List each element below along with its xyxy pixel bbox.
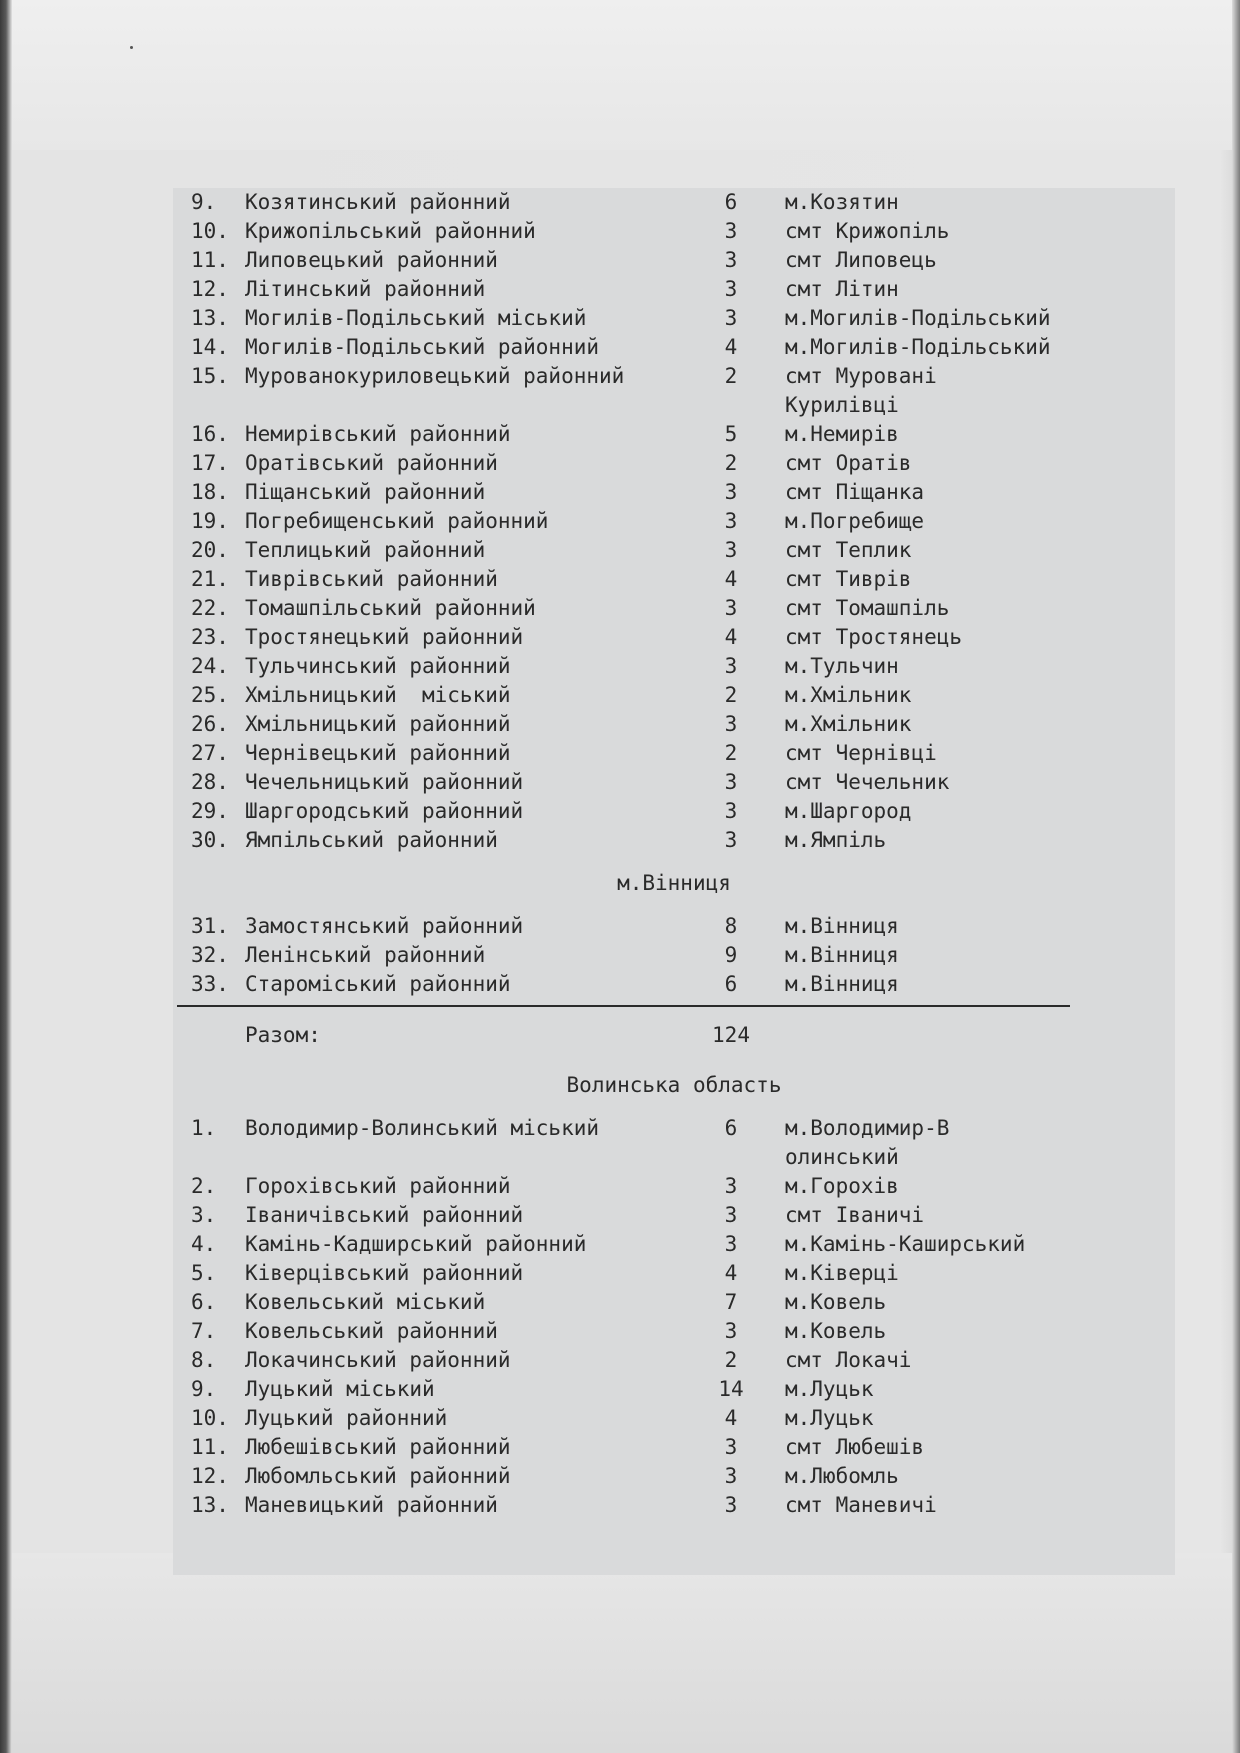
district-count: 3 [724,712,738,736]
district-count: 3 [724,248,738,272]
heading-text: Волинська область [566,1073,782,1097]
row-number: 16. [191,422,229,446]
district-count: 3 [724,828,738,852]
district-count: 3 [724,509,738,533]
section-heading-volyn [173,1057,1175,1114]
table-row [173,1317,1175,1346]
district-name: Маневицький районний [245,1493,498,1517]
district-count: 3 [724,1232,738,1256]
row-number: 30. [191,828,229,852]
district-count: 3 [724,799,738,823]
row-number: 9. [191,190,217,214]
district-count: 6 [724,1116,738,1140]
district-name: Ямпільський районний [245,828,498,852]
district-count: 3 [724,1203,738,1227]
district-center: м.Вінниця [785,972,899,996]
row-number: 10. [191,1406,229,1430]
district-center: м.Ковель [785,1319,887,1343]
table-row [173,275,1175,304]
district-name: Замостянський районний [245,914,524,938]
district-name: Любешівський районний [245,1435,511,1459]
district-name: Ковельський міський [245,1290,486,1314]
district-name: Хмільницький міський [245,683,511,707]
row-number: 7. [191,1319,217,1343]
table-row [173,739,1175,768]
table-row [173,1201,1175,1230]
total-divider [177,1005,1070,1007]
district-name: Тульчинський районний [245,654,511,678]
district-name: Староміський районний [245,972,511,996]
district-count: 3 [724,770,738,794]
district-center: смт Крижопіль [785,219,950,243]
district-name: Луцький міський [245,1377,435,1401]
district-center: смт Тростянець [785,625,963,649]
total-row [173,1013,1175,1057]
district-count: 2 [724,1348,738,1372]
district-center: смт Любешів [785,1435,925,1459]
district-name: Мурованокуриловецький районний [245,364,625,388]
district-center: м.Горохів [785,1174,899,1198]
row-number: 31. [191,914,229,938]
district-name: Козятинський районний [245,190,511,214]
district-center: смт Муровані Курилівці [785,364,937,417]
row-number: 8. [191,1348,217,1372]
district-count: 2 [724,683,738,707]
district-center: смт Іваничі [785,1203,925,1227]
table-row [173,217,1175,246]
district-center: м.Ківерці [785,1261,899,1285]
table-row [173,681,1175,710]
table-row [173,507,1175,536]
row-number: 22. [191,596,229,620]
row-number: 12. [191,1464,229,1488]
row-number: 6. [191,1290,217,1314]
table-row [173,1491,1175,1520]
row-number: 26. [191,712,229,736]
district-count: 4 [724,625,738,649]
district-count: 3 [724,480,738,504]
vinnytsia-city-list [173,912,1175,999]
row-number: 23. [191,625,229,649]
district-name: Теплицький районний [245,538,486,562]
table-row [173,536,1175,565]
table-row [173,478,1175,507]
row-number: 3. [191,1203,217,1227]
district-name: Любомльський районний [245,1464,511,1488]
district-center: смт Томашпіль [785,596,950,620]
district-count: 2 [724,451,738,475]
district-name: Немирівський районний [245,422,511,446]
district-center: м.Луцьк [785,1406,874,1430]
table-row [173,912,1175,941]
table-row [173,362,1175,420]
row-number: 18. [191,480,229,504]
district-center: смт Маневичі [785,1493,937,1517]
district-center: м.Ямпіль [785,828,887,852]
district-center: смт Чечельник [785,770,950,794]
row-number: 20. [191,538,229,562]
table-row [173,1259,1175,1288]
table-row [173,1462,1175,1491]
district-center: смт Локачі [785,1348,912,1372]
district-name: Могилів-Подільський районний [245,335,600,359]
district-name: Тиврівський районний [245,567,498,591]
table-row [173,420,1175,449]
district-count: 3 [724,1319,738,1343]
district-center: смт Піщанка [785,480,925,504]
district-count: 4 [724,1406,738,1430]
district-name: Погребищенський районний [245,509,549,533]
table-row [173,1433,1175,1462]
row-number: 21. [191,567,229,591]
district-center: м.Погребище [785,509,925,533]
district-name: Могилів-Подільський міський [245,306,587,330]
district-count: 5 [724,422,738,446]
district-count: 4 [724,1261,738,1285]
table-row [173,1114,1175,1172]
district-center: м.Шаргород [785,799,912,823]
district-name: Ленінський районний [245,943,486,967]
district-name: Томашпільський районний [245,596,536,620]
row-number: 29. [191,799,229,823]
vinnytsia-oblast-list-continued [173,188,1175,855]
table-row [173,941,1175,970]
district-count: 7 [724,1290,738,1314]
district-center: м.Любомль [785,1464,899,1488]
table-row [173,1404,1175,1433]
row-number: 14. [191,335,229,359]
row-number: 4. [191,1232,217,1256]
row-number: 13. [191,306,229,330]
district-center: м.Козятин [785,190,899,214]
row-number: 11. [191,1435,229,1459]
district-center: м.Немирів [785,422,899,446]
table-row [173,797,1175,826]
district-count: 4 [724,335,738,359]
district-count: 3 [724,277,738,301]
district-center: смт Чернівці [785,741,937,765]
volyn-oblast-list [173,1114,1175,1520]
district-name: Крижопільський районний [245,219,536,243]
row-number: 19. [191,509,229,533]
section-heading-vinnytsia [173,855,1175,912]
district-name: Локачинський районний [245,1348,511,1372]
district-name: Камінь-Кадширський районний [245,1232,587,1256]
district-name: Ківерцівський районний [245,1261,524,1285]
table-row [173,970,1175,999]
district-center: смт Літин [785,277,899,301]
district-count: 4 [724,567,738,591]
district-name: Літинський районний [245,277,486,301]
district-name: Чернівецький районний [245,741,511,765]
district-center: м.Тульчин [785,654,899,678]
row-number: 15. [191,364,229,388]
row-number: 33. [191,972,229,996]
district-center: м.Могилів-Подільський [785,335,1051,359]
scan-margin-top [12,0,1232,150]
district-count: 3 [724,596,738,620]
district-count: 6 [724,190,738,214]
district-name: Горохівський районний [245,1174,511,1198]
district-name: Оратівський районний [245,451,498,475]
table-row [173,333,1175,362]
table-row [173,768,1175,797]
document-body [173,188,1175,1575]
district-count: 3 [724,1174,738,1198]
row-number: 25. [191,683,229,707]
row-number: 10. [191,219,229,243]
district-count: 14 [718,1377,744,1401]
row-number: 17. [191,451,229,475]
district-count: 2 [724,364,738,388]
district-count: 3 [724,1435,738,1459]
table-row [173,1346,1175,1375]
table-row [173,594,1175,623]
district-name: Шаргородський районний [245,799,524,823]
row-number: 12. [191,277,229,301]
row-number: 13. [191,1493,229,1517]
district-center: м.Вінниця [785,914,899,938]
district-center: смт Теплик [785,538,912,562]
district-count: 3 [724,1493,738,1517]
table-row [173,188,1175,217]
scan-speck [130,46,133,49]
district-center: м.Луцьк [785,1377,874,1401]
table-row [173,1230,1175,1259]
district-count: 3 [724,219,738,243]
district-count: 3 [724,1464,738,1488]
table-row [173,652,1175,681]
district-name: Хмільницький районний [245,712,511,736]
scan-margin-bottom [12,1553,1232,1753]
table-row [173,246,1175,275]
district-count: 2 [724,741,738,765]
district-name: Тростянецький районний [245,625,524,649]
district-center: м.Хмільник [785,683,912,707]
table-row [173,1375,1175,1404]
total-label: Разом: [245,1023,321,1047]
heading-text: м.Вінниця [617,871,731,895]
district-name: Іваничівський районний [245,1203,524,1227]
district-center: м.Вінниця [785,943,899,967]
row-number: 27. [191,741,229,765]
total-value: 124 [712,1023,750,1047]
district-name: Піщанський районний [245,480,486,504]
table-row [173,623,1175,652]
district-name: Липовецький районний [245,248,498,272]
row-number: 1. [191,1116,217,1140]
district-center: м.Ковель [785,1290,887,1314]
district-count: 9 [724,943,738,967]
district-center: м.Хмільник [785,712,912,736]
district-center: м.Володимир-Волинський [785,1116,950,1169]
row-number: 32. [191,943,229,967]
table-row [173,1172,1175,1201]
district-count: 3 [724,306,738,330]
district-count: 6 [724,972,738,996]
table-row [173,710,1175,739]
table-row [173,565,1175,594]
district-count: 3 [724,538,738,562]
row-number: 9. [191,1377,217,1401]
district-center: смт Липовець [785,248,937,272]
district-name: Володимир-Волинський міський [245,1116,600,1140]
row-number: 28. [191,770,229,794]
district-count: 8 [724,914,738,938]
district-name: Ковельський районний [245,1319,498,1343]
row-number: 2. [191,1174,217,1198]
row-number: 24. [191,654,229,678]
table-row [173,1288,1175,1317]
row-number: 11. [191,248,229,272]
table-row [173,304,1175,333]
district-center: м.Камінь-Каширський [785,1232,1026,1256]
table-row [173,449,1175,478]
table-row [173,826,1175,855]
district-count: 3 [724,654,738,678]
district-center: смт Тиврів [785,567,912,591]
row-number: 5. [191,1261,217,1285]
district-name: Луцький районний [245,1406,448,1430]
district-center: смт Оратів [785,451,912,475]
district-center: м.Могилів-Подільський [785,306,1051,330]
district-name: Чечельницький районний [245,770,524,794]
